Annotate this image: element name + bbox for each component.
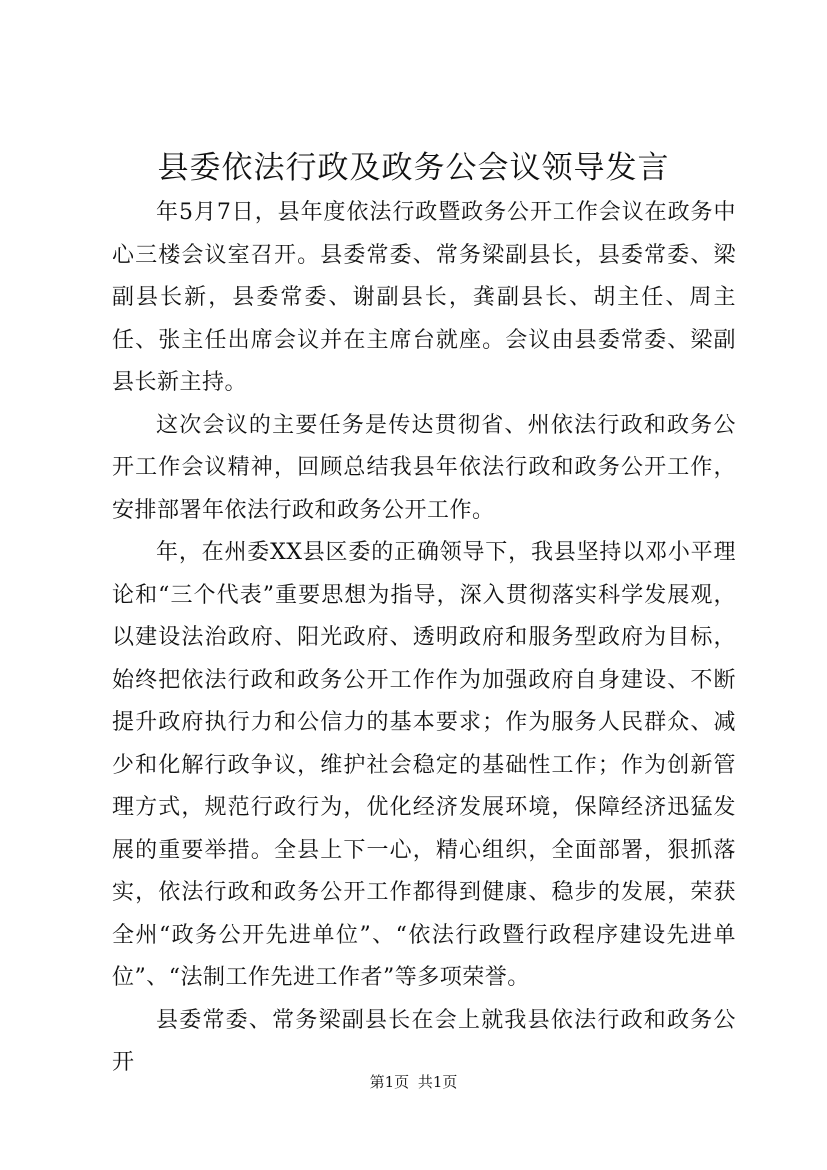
paragraph-4: 县委常委、常务梁副县长在会上就我县依法行政和政务公开 [112,1007,736,1075]
document-title: 县委依法行政及政务公会议领导发言 [157,150,670,186]
paragraph-2: 这次会议的主要任务是传达贯彻省、州依法行政和政务公开工作会议精神，回顾总结我县年依法行政和政务公开工作，安排部署年依法行政和政务公开工作。 [112,412,736,523]
document-body [112,192,736,1085]
paragraph-3: 年，在州委XX县区委的正确领导下，我县坚持以邓小平理论和“三个代表”重要思想为指导，深入贯彻落实科学发展观，以建设法治政府、阳光政府、透明政府和服务型政府为目标，始终把依法行政和政务公开工作作为加强政府自身建设、不断提升政府执行力和公信力的基本要求；作为服务人民群众、减少和化解行政争议，维护社会稳定的基础性工作；作为创新管理方式，规范行政行为，优化经济发展环境，保障经济迅猛发展的重要举措。全县上下一心，精心组织，全面部署，狠抓落实，依法行政和政务公开工作都得到健康、稳步的发展，荣获全州“政务公开先进单位”、“依法行政暨行政程序建设先进单位”、“法制工作先进工作者”等多项荣誉。 [112,540,736,990]
paragraph-1: 年5月7日，县年度依法行政暨政务公开工作会议在政务中心三楼会议室召开。县委常委、常务梁副县长，县委常委、梁副县长新，县委常委、谢副县长，龚副县长、胡主任、周主任、张主任出席会议并在主席台就座。会议由县委常委、梁副县长新主持。 [112,200,736,395]
page-footer [0,1070,827,1094]
page-number-total: 共1页 [417,1073,458,1091]
page-number-current: 第1页 [369,1073,410,1091]
